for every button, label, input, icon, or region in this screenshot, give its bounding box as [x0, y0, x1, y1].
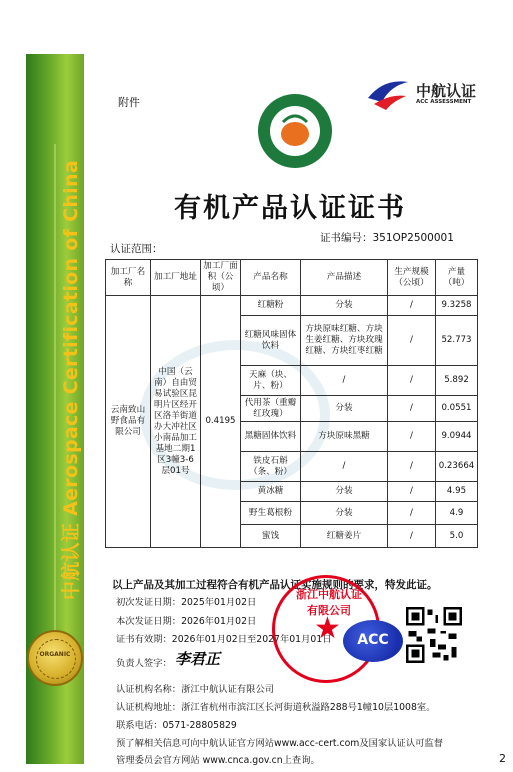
info-note-line2: 管理委员会官方网站 www.cnca.gov.cn上查询。: [116, 755, 320, 766]
output-cell: 4.95: [436, 482, 478, 502]
output-cell: 9.0944: [436, 422, 478, 452]
scale-cell: /: [388, 502, 436, 525]
desc-cell: 红糖姜片: [301, 525, 388, 548]
table-header-row: [106, 260, 478, 296]
org-address: 认证机构地址：浙江省杭州市滨江区长河街道秋溢路288号1幢10层1008室。: [116, 702, 436, 713]
table-row: [106, 296, 478, 316]
acc-badge: [343, 620, 403, 662]
scope-label: 认证范围：: [110, 243, 163, 255]
column-header: 加工厂地址: [151, 260, 201, 296]
output-cell: 0.0551: [436, 396, 478, 422]
cert-no-label: 证书编号：: [320, 232, 373, 244]
product-cell: 黄冰糖: [241, 482, 301, 502]
cert-no-value: 351OP2500001: [372, 232, 454, 244]
desc-cell: 方块原味红糖、方块生姜红糖、方块玫瑰红糖、方块红枣红糖: [301, 316, 388, 366]
column-header: 产品描述: [301, 260, 388, 296]
product-cell: 蜜饯: [241, 525, 301, 548]
desc-cell: /: [301, 366, 388, 396]
scale-cell: /: [388, 422, 436, 452]
column-header: 产品名称: [241, 260, 301, 296]
scale-cell: /: [388, 452, 436, 482]
product-cell: 红糖粉: [241, 296, 301, 316]
this-issue-date: 本次发证日期：2026年01月02日: [116, 616, 257, 627]
column-header: 产量（吨）: [436, 260, 478, 296]
column-header: 加工厂面积（公顷）: [201, 260, 241, 296]
desc-cell: 分装: [301, 396, 388, 422]
column-header: 加工厂名称: [106, 260, 151, 296]
product-cell: 红糖风味固体饮料: [241, 316, 301, 366]
attachment-label: 附件: [118, 96, 140, 109]
output-cell: 9.3258: [436, 296, 478, 316]
desc-cell: 分装: [301, 296, 388, 316]
output-cell: 5.0: [436, 525, 478, 548]
scale-cell: /: [388, 296, 436, 316]
output-cell: 4.9: [436, 502, 478, 525]
product-cell: 铁皮石斛（条、粉）: [241, 452, 301, 482]
scale-cell: /: [388, 525, 436, 548]
org-phone: 联系电话：0571-28805829: [116, 720, 237, 731]
qr-code: [406, 607, 462, 663]
red-seal-text: 浙江中航认证有限公司: [296, 588, 362, 617]
column-header: 生产规模（公顷）: [388, 260, 436, 296]
desc-cell: /: [301, 452, 388, 482]
validity-period: 证书有效期：2026年01月02日至2027年01月01日: [116, 634, 332, 645]
scale-cell: /: [388, 316, 436, 366]
desc-cell: 分装: [301, 482, 388, 502]
acc-bird-icon: [364, 74, 412, 112]
first-issue-date: 初次发证日期：2025年01月02日: [116, 597, 257, 608]
certificate-title: 有机产品认证证书: [174, 193, 406, 224]
acc-logo-sub: ACC ASSESSMENT: [416, 99, 472, 105]
page-number: 2: [499, 752, 506, 765]
desc-cell: 方块原味黑糖: [301, 422, 388, 452]
acc-logo-name: 中航认证: [416, 82, 477, 100]
signature: 李君正: [175, 650, 221, 668]
gold-organic-seal: [27, 630, 83, 686]
desc-cell: 分装: [301, 502, 388, 525]
output-cell: 52.773: [436, 316, 478, 366]
acc-logo: [364, 74, 499, 114]
china-organic-logo: [256, 92, 334, 170]
signer-label: 负责人签字：: [116, 658, 172, 669]
scale-cell: /: [388, 482, 436, 502]
factory-address-cell: 中国（云南）自由贸易试验区昆明片区经开区洛羊街道办大冲社区小南品加工基地二期1区3幢3-6层01号: [151, 296, 201, 548]
product-cell: 黑糖固体饮料: [241, 422, 301, 452]
side-banner-text: 中航认证 Aerospace Certification of China: [60, 160, 82, 600]
info-note-line1: 预了解相关信息可向中航认证官方网站www.acc-cert.com及国家认证认可监督: [116, 738, 444, 749]
scope-table: [105, 259, 478, 548]
star-icon: ★: [314, 611, 341, 646]
acc-badge-text: ACC: [357, 632, 389, 648]
product-cell: 天麻（块、片、粉）: [241, 366, 301, 396]
certificate-number: [320, 230, 454, 245]
scale-cell: /: [388, 366, 436, 396]
gold-seal-label: ORGANIC: [39, 651, 71, 658]
output-cell: 5.892: [436, 366, 478, 396]
factory-name-cell: 云南致山野食品有限公司: [106, 296, 151, 548]
scale-cell: /: [388, 396, 436, 422]
output-cell: 0.23664: [436, 452, 478, 482]
certification-statement: 以上产品及其加工过程符合有机产品认证实施规则的要求，特发此证。: [112, 579, 438, 591]
org-name: 认证机构名称：浙江中航认证有限公司: [116, 684, 275, 695]
factory-area-cell: 0.4195: [201, 296, 241, 548]
product-cell: 代用茶（重瓣红玫瑰）: [241, 396, 301, 422]
product-cell: 野生葛根粉: [241, 502, 301, 525]
